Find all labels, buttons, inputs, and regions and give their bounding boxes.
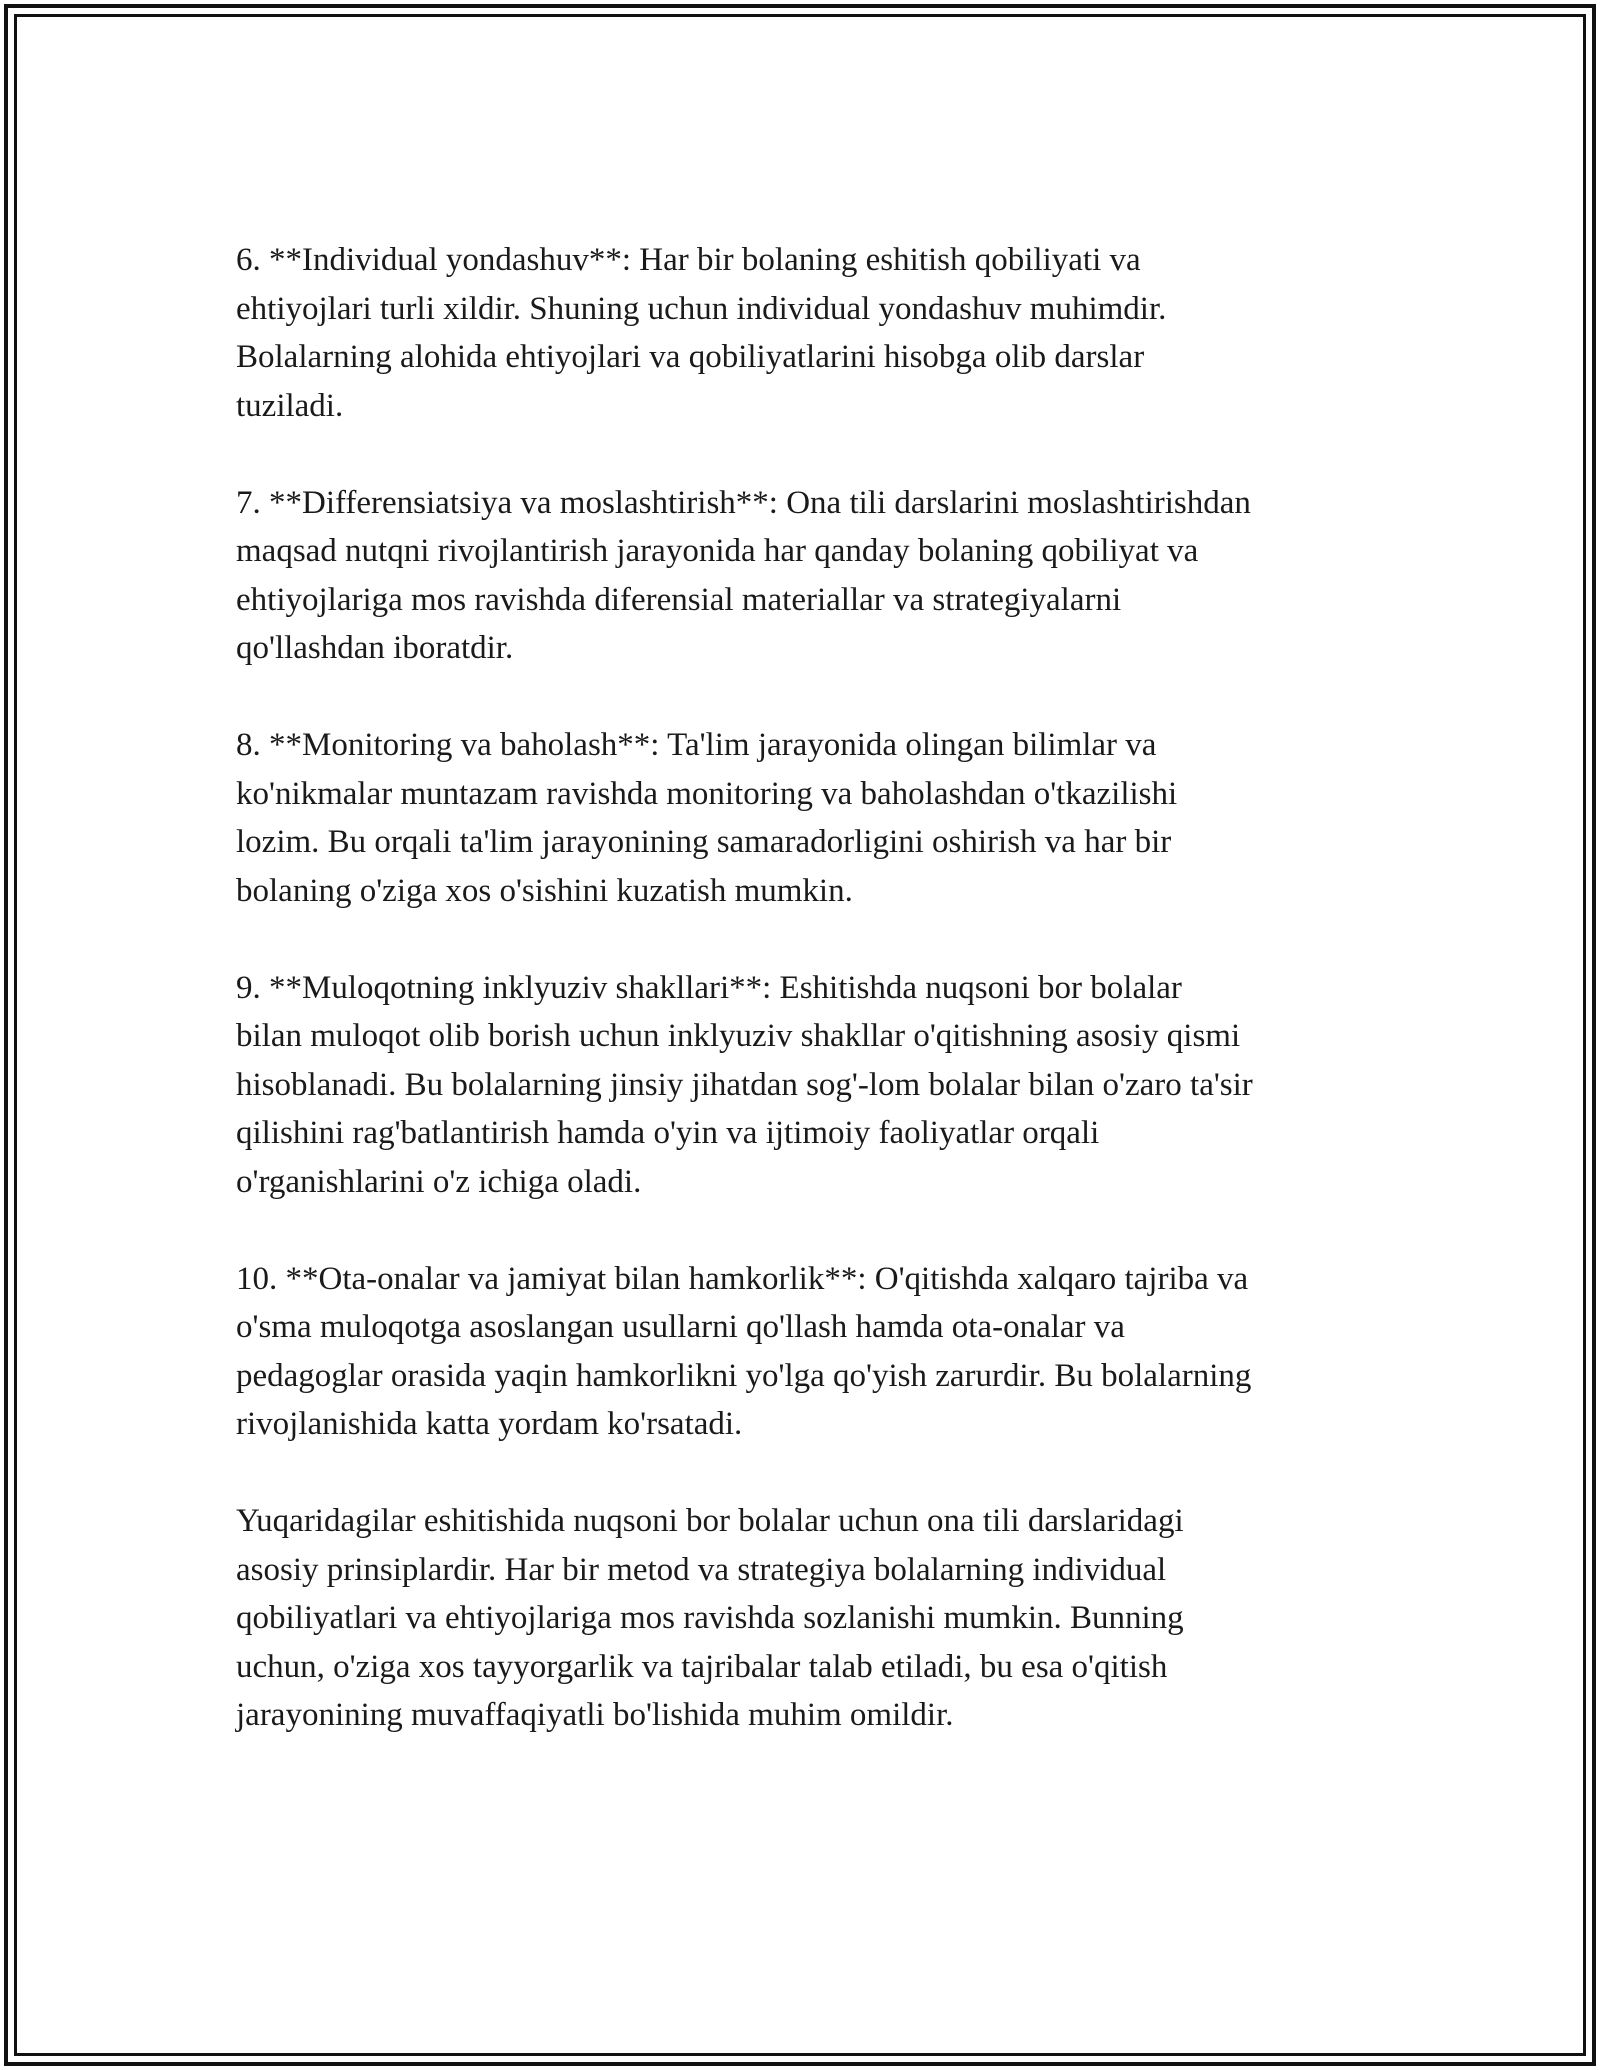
paragraph-inclusive-communication [236,964,1416,1207]
paragraph-differentiation [236,479,1416,673]
text-line: pedagoglar orasida yaqin hamkorlikni yo'lga qo'yish zarurdir. Bu bolalarning [236,1357,1252,1394]
text-line: ko'nikmalar muntazam ravishda monitoring va baholashdan o'tkazilishi [236,775,1178,812]
text-line: qobiliyatlari va ehtiyojlariga mos ravishda sozlanishi mumkin. Bunning [236,1600,1184,1636]
text-line: o'rganishlarini o'z ichiga oladi. [236,1163,642,1200]
document-body [236,236,1416,1788]
text-line: o'sma muloqotga asoslangan usullarni qo'llash hamda ota-onalar va [236,1309,1125,1345]
paragraph-cooperation [236,1255,1416,1449]
text-line: tuziladi. [236,387,344,424]
text-line: maqsad nutqni rivojlantirish jarayonida har qanday bolaning qobiliyat va [236,533,1199,569]
text-line: Bolalarning alohida ehtiyojlari va qobiliyatlarini hisobga olib darslar [236,339,1145,375]
text-line: ehtiyojlariga mos ravishda diferensial materiallar va strategiyalarni [236,581,1122,618]
text-line: rivojlanishida katta yordam ko'rsatadi. [236,1406,743,1442]
text-line: bilan muloqot olib borish uchun inklyuziv shakllar o'qitishning asosiy qismi [236,1018,1241,1054]
text-line: 6. **Individual yondashuv**: Har bir bolaning eshitish qobiliyati va [236,242,1141,278]
text-line: lozim. Bu orqali ta'lim jarayonining samaradorligini oshirish va har bir [236,824,1172,860]
text-line: 8. **Monitoring va baholash**: Ta'lim jarayonida olingan bilimlar va [236,727,1157,763]
text-line: jarayonining muvaffaqiyatli bo'lishida muhim omildir. [236,1697,954,1733]
text-line: asosiy prinsiplardir. Har bir metod va strategiya bolalarning individual [236,1551,1167,1588]
paragraph-conclusion [236,1497,1416,1740]
text-line: bolaning o'ziga xos o'sishini kuzatish mumkin. [236,872,853,909]
text-line: 10. **Ota-onalar va jamiyat bilan hamkorlik**: O'qitishda xalqaro tajriba va [236,1260,1249,1297]
text-line: Yuqaridagilar eshitishida nuqsoni bor bolalar uchun ona tili darslaridagi [236,1503,1184,1539]
text-line: qilishini rag'batlantirish hamda o'yin va ijtimoiy faoliyatlar orqali [236,1115,1100,1151]
text-line: 7. **Differensiatsiya va moslashtirish**: Ona tili darslarini moslashtirishdan [236,484,1251,521]
text-line: qo'llashdan iboratdir. [236,630,514,666]
paragraph-monitoring [236,721,1416,915]
text-line: hisoblanadi. Bu bolalarning jinsiy jihatdan sog'-lom bolalar bilan o'zaro ta'sir [236,1066,1253,1103]
paragraph-individual-approach [236,236,1416,430]
text-line: uchun, o'ziga xos tayyorgarlik va tajribalar talab etiladi, bu esa o'qitish [236,1648,1168,1685]
text-line: 9. **Muloqotning inklyuziv shakllari**: Eshitishda nuqsoni bor bolalar [236,969,1182,1006]
text-line: ehtiyojlari turli xildir. Shuning uchun individual yondashuv muhimdir. [236,290,1167,327]
